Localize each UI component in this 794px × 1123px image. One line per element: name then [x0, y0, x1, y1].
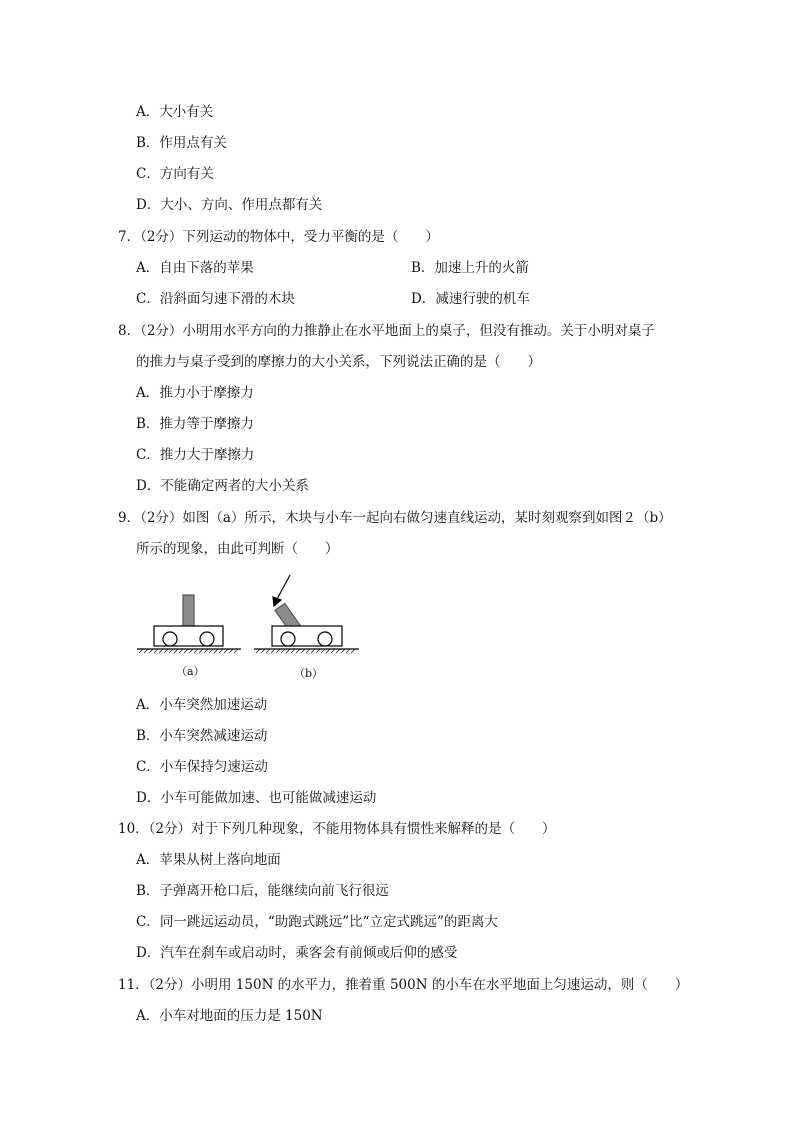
arrow-b-shaft — [276, 575, 290, 601]
q9-option-a: A．小车突然加速运动 — [136, 697, 268, 713]
cart-a — [137, 595, 241, 653]
q8-stem-line2: 的推力与桌子受到的摩擦力的大小关系，下列说法正确的是（ ） — [136, 354, 541, 370]
arrow-b-head — [273, 597, 281, 606]
q9-option-b: B．小车突然减速运动 — [136, 728, 268, 744]
q9-option-d: D．小车可能做加速、也可能做减速运动 — [136, 790, 377, 806]
q8-stem-line1: 8．（2分）小明用水平方向的力推静止在水平地面上的桌子，但没有推动。关于小明对桌子 — [118, 323, 655, 339]
q10-option-a: A．苹果从树上落向地面 — [136, 852, 281, 868]
wheel-a-left — [163, 632, 177, 646]
wheel-a-right — [200, 632, 214, 646]
q6-option-b: B．作用点有关 — [136, 135, 227, 151]
wheel-b-left — [281, 632, 295, 646]
q10-option-c: C．同一跳远运动员，“助跑式跳远”比“立定式跳远”的距离大 — [136, 914, 498, 930]
q8-option-a: A．推力小于摩擦力 — [136, 385, 254, 401]
figure-label-a: （a） — [176, 665, 205, 678]
figure-label-b: （b） — [294, 667, 324, 680]
q11-option-a: A．小车对地面的压力是 150N — [136, 1008, 323, 1024]
cart-b — [254, 575, 359, 653]
q6-option-c: C．方向有关 — [136, 166, 214, 182]
q9-stem-line2: 所示的现象，由此可判断（ ） — [136, 541, 339, 557]
q7-option-d: D．减速行驶的机车 — [411, 291, 530, 307]
q9-option-c: C．小车保持匀速运动 — [136, 759, 268, 775]
q10-option-b: B．子弹离开枪口后，能继续向前飞行很远 — [136, 883, 389, 899]
wheel-b-right — [318, 632, 332, 646]
q6-option-a: A．大小有关 — [136, 104, 214, 120]
q7-option-c: C．沿斜面匀速下滑的木块 — [136, 291, 295, 307]
q7-option-b: B．加速上升的火箭 — [411, 260, 529, 276]
q7-option-a: A．自由下落的苹果 — [136, 260, 254, 276]
q6-option-d: D．大小、方向、作用点都有关 — [136, 197, 323, 213]
block-a — [183, 595, 194, 626]
q10-option-d: D．汽车在刹车或启动时，乘客会有前倾或后仰的感受 — [136, 945, 458, 961]
q8-option-c: C．推力大于摩擦力 — [136, 447, 255, 463]
q8-option-d: D．不能确定两者的大小关系 — [136, 478, 309, 494]
q10-stem: 10．（2分）对于下列几种现象，不能用物体具有惯性来解释的是（ ） — [118, 821, 556, 837]
q11-stem: 11．（2分）小明用 150N 的水平力，推着重 500N 的小车在水平地面上匀速运动，则（ ） — [118, 977, 689, 993]
q8-option-b: B．推力等于摩擦力 — [136, 416, 254, 432]
q9-stem-line1: 9．（2分）如图（a）所示，木块与小车一起向右做匀速直线运动，某时刻观察到如图２（b） — [118, 510, 672, 526]
q7-stem: 7．（2分）下列运动的物体中，受力平衡的是（ ） — [118, 229, 439, 245]
